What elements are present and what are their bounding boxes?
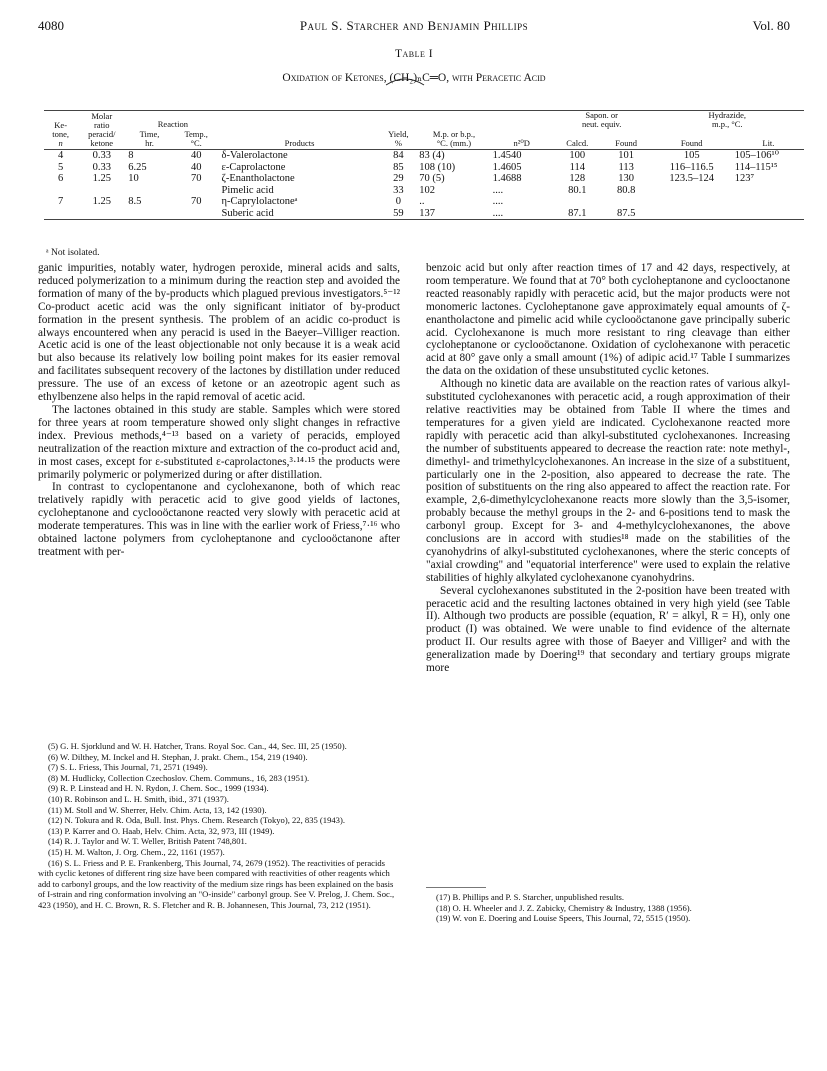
table-row	[44, 185, 804, 197]
cell-temp: 70	[190, 196, 202, 207]
table-row	[44, 150, 804, 162]
col-hydrazide: Hydrazide, m.p., °C.	[708, 110, 747, 129]
paragraph: Although no kinetic data are available on the reaction rates of various alkyl-substituted cyclohexanones with peracetic acid, a rough approximation of their relative reactivities may be obtained from Table II where the times and temperatures for a given yield are indicated. Cyclohexanone reacted more rapidly with peracetic acid than alkyl-substituted cyclohexanones. Increasing the number of substituents appeared to decrease the reaction rate: note methyl-, dimethyl- and trimethylcyclohexanones. An increase in the size of a substituent, particularly one in the 2-position, also appeared to decrease the rate. The position of substituents on the ring also appeared to affect the reaction rate. For example, 2,6-dimethylcyclohexanone reacts more slowly than the 3,5-isomer, probably because the methyl groups in the 2- and 6-positions tend to mask the carbonyl group. Except for 3- and 4-methylcyclohexanones, the above conclusions are in accord with studies¹⁸ made on the stabilities of the cyanohydrins of alkyl-substituted cyclohexanones, where the steric concepts of "axial crowding" and "equatorial interference" were used to explain the relative stabilities of highly alkylated cyclohexanone cyanohydrins.	[426, 378, 790, 584]
cell-hfound	[651, 185, 733, 197]
col-lit: Lit.	[762, 138, 775, 148]
references-right	[426, 892, 790, 924]
cell-yield: 33	[393, 184, 404, 196]
cell-hfound	[651, 196, 733, 208]
cell-nd: ....	[492, 196, 504, 207]
cell-n	[44, 185, 77, 197]
cell-yield: 84	[393, 150, 404, 161]
cell-n: 4	[58, 150, 64, 161]
col-molar-ratio: Molar ratio peracid/ ketone	[88, 111, 116, 148]
reference: (15) H. M. Walton, J. Org. Chem., 22, 1161 (1957).	[48, 846, 225, 857]
cell-yield: 59	[393, 207, 404, 219]
cell-lit	[733, 196, 804, 208]
cell-time: 10	[128, 173, 139, 184]
page-number: 4080	[38, 18, 64, 33]
cell-nd: ....	[492, 207, 504, 219]
col-time: Time, hr.	[139, 129, 160, 148]
cell-lit	[733, 208, 804, 220]
cell-mp: ..	[419, 196, 425, 207]
reference: (7) S. L. Friess, This Journal, 71, 2571 (1949).	[48, 762, 208, 773]
cell-mp: 83 (4)	[419, 150, 445, 161]
footnote-rule	[426, 887, 486, 888]
col-calcd: Calcd.	[566, 138, 589, 148]
cell-product: Suberic acid	[221, 207, 274, 219]
reference: (19) W. von E. Doering and Louise Speers, This Journal, 72, 5515 (1950).	[436, 913, 691, 924]
reference: (11) M. Stoll and W. Sherrer, Helv. Chim. Acta, 13, 142 (1930).	[48, 804, 267, 815]
cell-found: 80.8	[616, 184, 636, 196]
cell-nd: 1.4540	[492, 150, 522, 161]
cell-hfound	[651, 208, 733, 220]
cell-found: 101	[618, 150, 635, 161]
reference: (16) S. L. Friess and P. E. Frankenberg, This Journal, 74, 2679 (1952). The reactivities of peracids with cyclic ketones of different ring size have been compared with reactivities of other reagents which add to carbonyl groups, and the low reactivity of the medium size rings has been explained on the basis of I-strain and ring conformation involving an "O-inside" carbonyl group. See V. Prelog, J. Chem. Soc., 423 (1950), and H. C. Brown, R. S. Fletcher and R. B. Johannesen, This Journal, 73, 212 (1951).	[38, 857, 395, 910]
caption-formula: (CH₂)ₙC═O,	[389, 72, 450, 84]
cell-hfound: 116–116.5	[669, 161, 714, 173]
cell-yield: 29	[393, 173, 404, 184]
cell-mp: 137	[419, 207, 436, 219]
cell-found: 113	[618, 161, 634, 173]
cell-lit: 123⁷	[734, 173, 755, 184]
cell-mp: 70 (5)	[419, 173, 445, 184]
reference: (10) R. Robinson and L. H. Smith, ibid., 371 (1937).	[48, 793, 229, 804]
cell-n: 5	[58, 161, 64, 173]
cell-time	[126, 208, 173, 220]
reference: (5) G. H. Sjorklund and W. H. Hatcher, Trans. Royal Soc. Can., 44, Sec. III, 25 (1950).	[48, 741, 347, 751]
cell-yield: 0	[395, 196, 402, 207]
paragraph: benzoic acid but only after reaction times of 17 and 42 days, respectively, at room temperature. We found that at 70° both cycloheptanone and cyclooctanone reacted reasonably rapidly with peracetic acid, but the major products were not monomeric lactones. Cycloheptanone gave approximately equal amounts of ζ-enantholactone and pimelic acid while cyclooöctanone gave principally suberic acid. Cyclohexanone is much more resistant to ring cleavage than either cycloheptanone or cyclooöctanone. Oxidation of cyclohexanone with peracetic acid at 80° gave only a small amount (1%) of adipic acid.¹⁷ Table I summarizes the data on the oxidation of these unsubstituted cyclic ketones.	[426, 262, 790, 378]
reference: (13) P. Karrer and O. Haab, Helv. Chim. Acta, 32, 973, III (1949).	[48, 825, 275, 836]
col-nd: n²⁰D	[513, 138, 530, 148]
col-sapon: Sapon. or neut. equiv.	[582, 110, 622, 129]
cell-lit: 105–106¹⁰	[734, 150, 779, 161]
cell-found: 87.5	[616, 207, 636, 219]
paragraph: The lactones obtained in this study are stable. Samples which were stored for three years at room temperature showed only slight changes in refractive index. Previous methods,⁴⁻¹³ based on a variety of peracids, employed neutralization of the reaction mixture and extraction of the co-product acid and, in most cases, except for ε-substituted ε-caprolactones,³·¹⁴·¹⁵ the products were primarily polymeric or polymerized during or after distillation.	[38, 403, 400, 481]
cell-nd: 1.4605	[492, 161, 522, 173]
data-table	[44, 110, 804, 220]
reference: (9) R. P. Linstead and H. N. Rydon, J. Chem. Soc., 1999 (1934).	[48, 783, 269, 794]
caption-prefix: Oxidation of Ketones,	[282, 72, 387, 84]
cell-mp: 102	[419, 184, 436, 196]
cell-product: η-Caprylolactoneᵃ	[221, 196, 298, 207]
cell-mp: 108 (10)	[419, 161, 456, 173]
col-hyd-found: Found	[680, 138, 703, 148]
cell-n	[44, 208, 77, 220]
col-reaction: Reaction	[157, 119, 188, 129]
table-row	[44, 173, 804, 185]
cell-ratio: 0.33	[92, 150, 111, 161]
cell-calcd: 87.1	[568, 207, 587, 219]
cell-lit	[733, 185, 804, 197]
cell-product: Pimelic acid	[221, 184, 274, 196]
cell-yield: 85	[393, 161, 404, 173]
cell-temp: 40	[190, 161, 202, 173]
cell-temp	[173, 185, 220, 197]
col-temp: Temp., °C.	[184, 129, 208, 148]
references-left	[38, 741, 400, 911]
cell-ratio	[77, 185, 126, 197]
paragraph: In contrast to cyclopentanone and cyclohexanone, both of which reac trelatively rapidly with peracetic acid to give good yields of lactones, cycloheptanone and cyclooöctanone reacted very slowly with peracetic acid at moderate temperatures. This was in line with the earlier work of Friess,⁷·¹⁶ who obtained lactone polymers from cycloheptanone and cyclooöctanone after treatment with per-	[38, 481, 400, 558]
body-column-right	[426, 262, 790, 675]
cell-found	[602, 196, 651, 208]
col-mp: M.p. or b.p., °C. (mm.)	[432, 129, 476, 148]
cell-temp: 70	[190, 173, 202, 184]
table-row	[44, 196, 804, 208]
cell-time: 8	[128, 150, 134, 161]
cell-nd: ....	[492, 184, 504, 196]
cell-hfound: 105	[683, 150, 700, 161]
col-found: Found	[615, 138, 637, 148]
cell-calcd: 114	[569, 161, 585, 173]
cell-found: 130	[618, 173, 635, 184]
ring-bond-arc	[384, 76, 426, 86]
reference: (12) N. Tokura and R. Oda, Bull. Inst. Phys. Chem. Research (Tokyo), 22, 835 (1943).	[48, 815, 345, 826]
table-footnote: ᵃ Not isolated.	[46, 248, 100, 258]
volume-label: Vol. 80	[752, 18, 790, 33]
cell-calcd	[553, 196, 602, 208]
cell-ratio: 1.25	[92, 173, 111, 184]
cell-time: 8.5	[128, 196, 142, 207]
cell-calcd: 80.1	[568, 184, 587, 196]
reference: (17) B. Phillips and P. S. Starcher, unpublished results.	[436, 892, 624, 902]
cell-hfound: 123.5–124	[669, 173, 714, 184]
cell-lit: 114–115¹⁵	[734, 161, 778, 173]
col-yield: Yield, %	[388, 129, 409, 148]
table-row	[44, 208, 804, 220]
cell-n: 6	[58, 173, 64, 184]
cell-product: ε-Caprolactone	[221, 161, 286, 173]
cell-ratio: 1.25	[92, 196, 111, 207]
cell-time: 6.25	[128, 161, 147, 173]
cell-ratio: 0.33	[92, 161, 111, 173]
running-authors: Paul S. Starcher and Benjamin Phillips	[299, 18, 529, 33]
paragraph: Several cyclohexanones substituted in the 2-position have been treated with peracetic acid and the resulting lactones obtained in very high yield (see Table II). Although two products are possible (equation, R′ = alkyl, R = H), only one product (I) was obtained. We were unable to find evidence of the alternate product II. Our results agree with those of Baeyer and Villiger² and with the generalization made by Doering¹⁹ that secondary and tertiary groups migrate more	[426, 584, 790, 675]
cell-n: 7	[58, 196, 64, 207]
cell-ratio	[77, 208, 126, 220]
reference: (8) M. Hudlicky, Collection Czechoslov. Chem. Communs., 16, 283 (1951).	[48, 772, 310, 783]
reference: (6) W. Dilthey, M. Inckel and H. Stephan, J. prakt. Chem., 154, 219 (1940).	[48, 751, 308, 762]
reference: (18) O. H. Wheeler and J. Z. Zabicky, Chemistry & Industry, 1388 (1956).	[436, 902, 692, 913]
table-number: Table I	[394, 48, 434, 60]
reference: (14) R. J. Taylor and W. T. Weller, British Patent 748,801.	[48, 836, 247, 847]
caption-suffix: with Peracetic Acid	[451, 72, 546, 84]
cell-temp	[173, 208, 220, 220]
cell-calcd: 100	[569, 150, 586, 161]
cell-nd: 1.4688	[492, 173, 522, 184]
col-products: Products	[284, 138, 315, 148]
table-row	[44, 162, 804, 174]
cell-product: δ-Valerolactone	[221, 150, 288, 161]
body-column-left	[38, 262, 400, 559]
cell-product: ζ-Enantholactone	[221, 173, 295, 184]
cell-time	[126, 185, 173, 197]
col-ketone: Ke- tone, n	[52, 120, 70, 148]
cell-calcd: 128	[569, 173, 586, 184]
cell-temp: 40	[190, 150, 202, 161]
paragraph: ganic impurities, notably water, hydrogen peroxide, mineral acids and salts, reduced polymerization to a minimum during the reaction step and avoided the formation of many of the by-products which plagued previous investigators.⁵⁻¹² Co-product acetic acid was the only significant initiator of by-product formation in the present synthesis. The problem of an acidic co-product is always encountered when any peracid is used in the Baeyer–Villiger reaction. Acetic acid is one of the least objectionable not only because it is a weak acid but also because its relatively low boiling point makes for its easier removal and facilitates subsequent recovery of the lactones by distillation under reduced pressure. The use of an excess of ketone or an azeotropic agent such as ethylbenzene also helps in the rapid removal of acetic acid.	[38, 262, 400, 404]
